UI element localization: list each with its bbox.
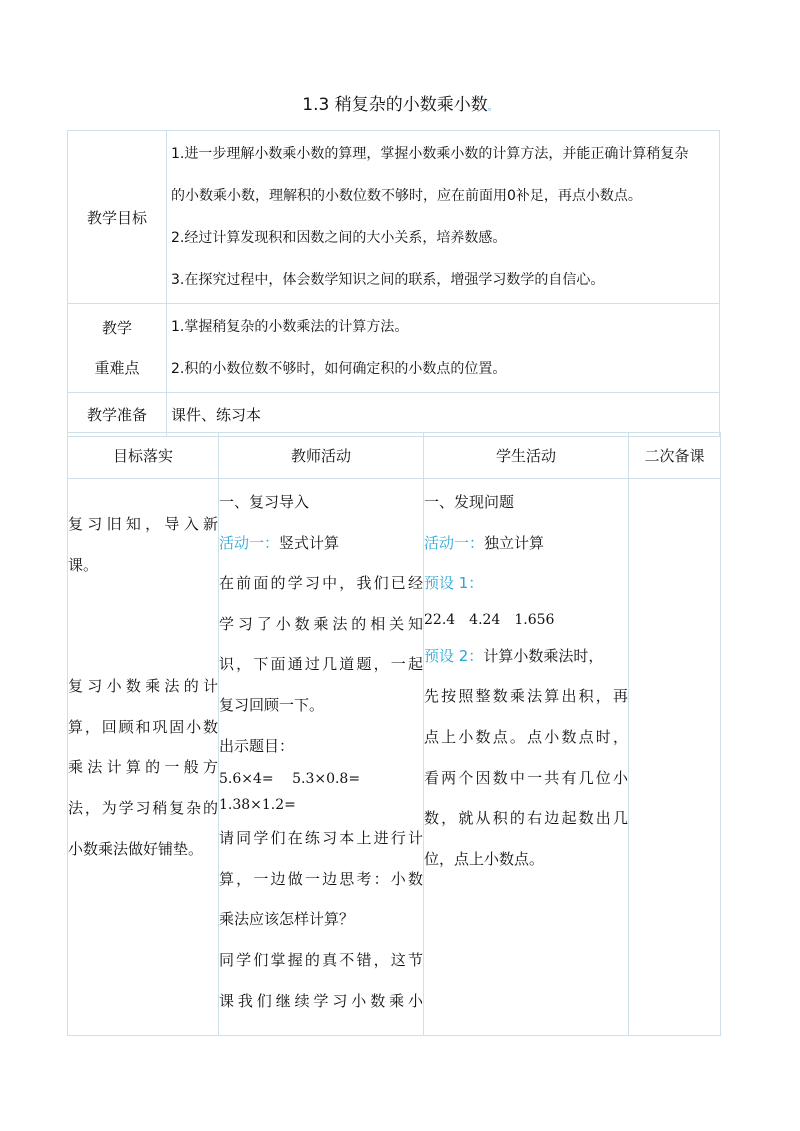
- student-activity: [424, 523, 628, 564]
- teacher-line: 同学们掌握的真不错，这节: [219, 950, 423, 969]
- goal-line: 乘法计算的一般方: [68, 758, 218, 777]
- preparation-label: 教学准备: [68, 393, 167, 437]
- header-student: 学生活动: [424, 433, 629, 479]
- student-preset2-label: 预设 2：: [424, 646, 484, 665]
- goal-spacer: [68, 585, 218, 666]
- teacher-line: 课我们继续学习小数乘小: [219, 991, 423, 1010]
- objective-line: 3.在探究过程中，体会数学知识之间的联系，增强学习数学的自信心。: [171, 272, 605, 288]
- preparation-row: [68, 393, 720, 437]
- key-point-line: 1.掌握稍复杂的小数乘法的计算方法。: [171, 319, 409, 335]
- student-line: 看两个因数中一共有几位小: [424, 768, 628, 787]
- objectives-row: [68, 131, 720, 304]
- goal-line: 复习旧知，导入新: [68, 515, 218, 533]
- key-points-row: [68, 304, 720, 393]
- student-cell: [424, 479, 629, 1036]
- title-text: 1.3 稍复杂的小数乘小数: [302, 95, 488, 115]
- student-activity-name: 独立计算: [484, 533, 545, 552]
- goals-column: [68, 479, 218, 869]
- key-points-label: [68, 304, 167, 393]
- student-activity-label: 活动一：: [424, 533, 485, 552]
- student-line: 位，点上小数点。: [424, 849, 545, 868]
- teacher-line: 在前面的学习中，我们已经: [219, 574, 423, 593]
- teacher-show: 出示题目：: [219, 736, 295, 755]
- title-mark: 。: [487, 102, 498, 113]
- student-preset2: [424, 636, 628, 677]
- lesson-body-row: [68, 479, 721, 1036]
- key-point-line: 2.积的小数位数不够时，如何确定积的小数点的位置。: [171, 361, 507, 377]
- goal-line: 复习小数乘法的计: [68, 677, 218, 696]
- header-revision: 二次备课: [629, 433, 721, 479]
- key-points-content: [167, 304, 720, 393]
- teacher-problems-2: 1.38×1.2=: [219, 797, 296, 814]
- preparation-value: 课件、练习本: [167, 393, 720, 437]
- teacher-column: [219, 479, 423, 1021]
- objectives-content: [167, 131, 720, 304]
- objective-line: 的小数乘小数，理解积的小数位数不够时，应在前面用0补足，再点小数点。: [171, 188, 642, 204]
- goal-line: 法，为学习稍复杂的: [68, 798, 218, 817]
- info-table: [67, 130, 720, 437]
- teacher-line: 识，下面通过几道题，一起: [219, 655, 423, 674]
- teacher-cell: [219, 479, 424, 1036]
- student-column: [424, 479, 628, 879]
- lesson-header-row: [68, 433, 721, 479]
- teacher-problems-1: 5.6×4= 5.3×0.8=: [219, 771, 361, 788]
- lesson-table: [67, 432, 721, 1036]
- header-teacher: 教师活动: [219, 433, 424, 479]
- objective-line: 2.经过计算发现积和因数之间的大小关系，培养数感。: [171, 230, 507, 246]
- student-preset2-first: 计算小数乘法时，: [483, 646, 604, 665]
- objectives-label: 教学目标: [68, 131, 167, 304]
- teacher-activity-label: 活动一：: [219, 533, 280, 552]
- key-points-label-line1: 教学: [101, 319, 132, 337]
- objective-line: 1.进一步理解小数乘小数的算理，掌握小数乘小数的计算方法，并能正确计算稍复杂: [171, 146, 689, 162]
- teacher-line: 算，一边做一边思考：小数: [219, 869, 423, 888]
- student-line: 数，就从积的右边起数出几: [424, 809, 628, 828]
- teacher-section: 一、复习导入: [219, 493, 310, 511]
- teacher-activity: [219, 523, 423, 564]
- header-goals: 目标落实: [68, 433, 219, 479]
- teacher-line: 学习了小数乘法的相关知: [219, 614, 423, 633]
- student-answers: 22.4 4.24 1.656: [424, 611, 555, 628]
- student-line: 点上小数点。点小数点时，: [424, 727, 628, 746]
- student-preset1-label: 预设 1：: [424, 574, 484, 593]
- teacher-line: 复习回顾一下。: [219, 695, 325, 714]
- key-points-label-line2: 重难点: [94, 359, 140, 377]
- teacher-line: 请同学们在练习本上进行计: [219, 829, 423, 848]
- goals-cell: [68, 479, 219, 1036]
- teacher-activity-name: 竖式计算: [279, 533, 340, 552]
- goal-line: 课。: [68, 555, 99, 574]
- goal-line: 算，回顾和巩固小数: [68, 717, 218, 736]
- revision-cell: [629, 479, 721, 1036]
- teacher-line: 乘法应该怎样计算？: [219, 910, 355, 929]
- student-line: 先按照整数乘法算出积，再: [424, 687, 628, 706]
- page-title: [0, 90, 800, 115]
- student-section: 一、发现问题: [424, 493, 515, 511]
- goal-line: 小数乘法做好铺垫。: [68, 839, 204, 858]
